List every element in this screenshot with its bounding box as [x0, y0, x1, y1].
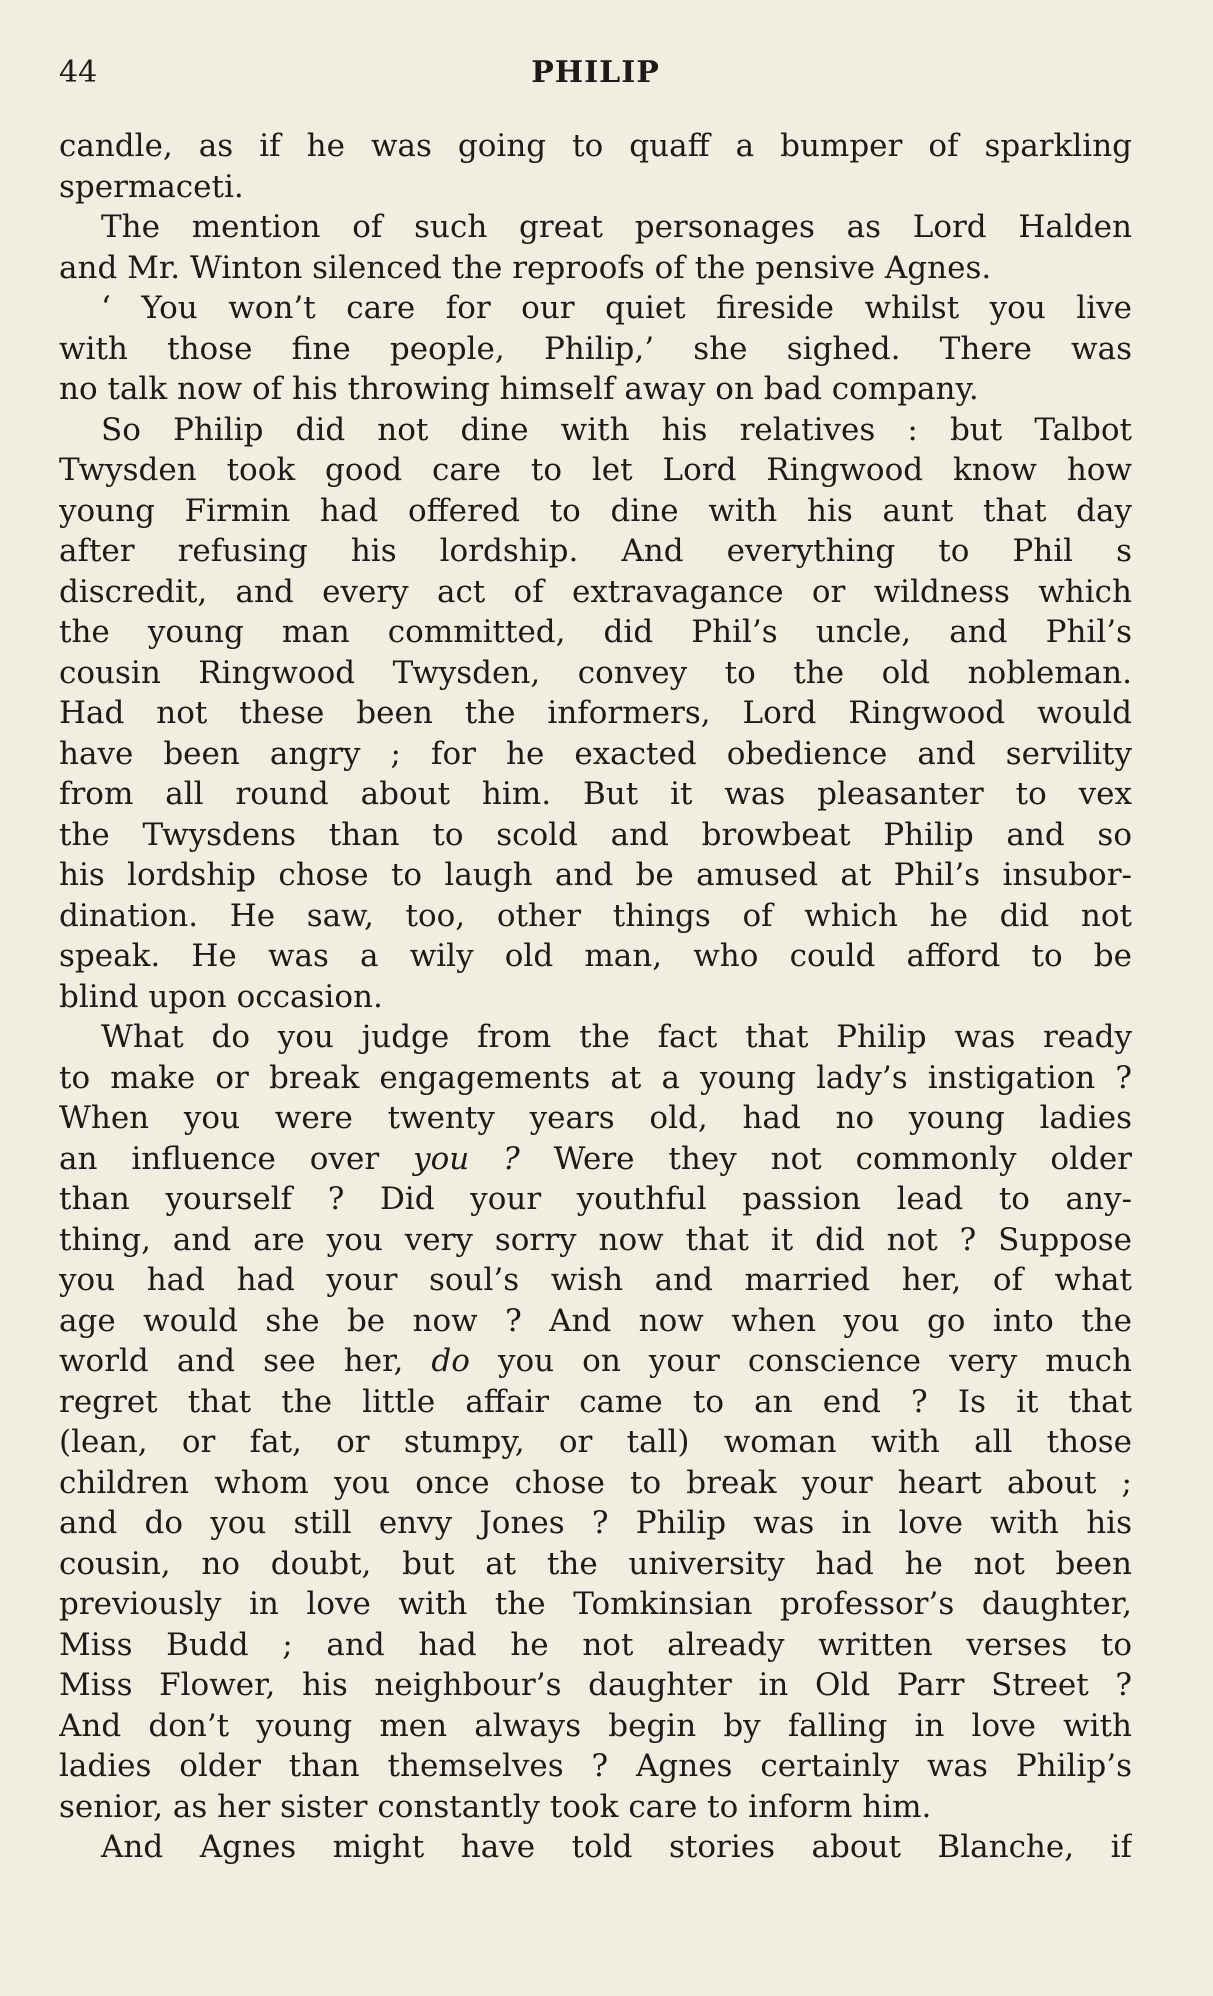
text-line: candle, as if he was going to quaff a bumper of sparkling: [59, 128, 1132, 164]
text-line: age would she be now ? And now when you go into the: [59, 1302, 1132, 1339]
running-head: [59, 50, 1132, 96]
text-line: his lordship chose to laugh and be amused at Phil’s insubor-: [59, 857, 1132, 893]
text-line: have been angry ; for he exacted obedience and servility: [59, 735, 1132, 772]
text-line: What do you judge from the fact that Philip was ready: [101, 1019, 1132, 1055]
text-line: no talk now of his throwing himself away on bad company.: [59, 371, 979, 407]
text-line: And Agnes might have told stories about Blanche, if: [101, 1829, 1132, 1865]
emphasis: do: [431, 1343, 470, 1379]
text-line: thing, and are you very sorry now that it did not ? Suppose: [59, 1221, 1132, 1258]
text-line: (lean, or fat, or stumpy, or tall) woman with all those: [59, 1424, 1132, 1460]
text-line: speak. He was a wily old man, who could afford to be: [59, 938, 1132, 974]
body-text: [59, 126, 1132, 1868]
text-line: with those fine people, Philip,’ she sighed. There was: [59, 330, 1132, 367]
text-line: than yourself ? Did your youthful passion lead to any-: [59, 1181, 1132, 1217]
text-line: When you were twenty years old, had no young ladies: [59, 1100, 1132, 1136]
text-line: [59, 1341, 1132, 1382]
text-line: Miss Budd ; and had he not already written verses to: [59, 1626, 1132, 1663]
text-line: to make or break engagements at a young lady’s instigation ?: [59, 1059, 1132, 1096]
text-line: spermaceti.: [59, 168, 244, 205]
text-line: young Firmin had offered to dine with his aunt that day: [59, 492, 1132, 529]
text-segment: world and see her,: [59, 1343, 432, 1379]
text-line: cousin, no doubt, but at the university had he not been: [59, 1545, 1132, 1582]
text-line: And don’t young men always begin by falling in love with: [59, 1707, 1132, 1744]
text-line: discredit, and every act of extravagance or wildness which: [59, 573, 1132, 610]
text-line: regret that the little affair came to an end ? Is it that: [59, 1383, 1132, 1420]
page-number: 44: [59, 55, 98, 90]
text-line: dination. He saw, too, other things of which he did not: [59, 897, 1132, 934]
text-line: from all round about him. But it was pleasanter to vex: [59, 776, 1132, 812]
text-line: blind upon occasion.: [59, 978, 383, 1015]
text-line: and Mr. Winton silenced the reproofs of the pensive Agnes.: [59, 249, 992, 286]
text-line: senior, as her sister constantly took care to inform him.: [59, 1788, 932, 1825]
text-line: children whom you once chose to break your heart about ;: [59, 1464, 1132, 1501]
text-segment: an influence over: [59, 1140, 414, 1177]
text-segment: Were they not commonly older: [519, 1140, 1132, 1177]
text-line: [59, 1139, 1132, 1180]
text-segment: you on your conscience very much: [469, 1343, 1132, 1379]
text-line: the young man committed, did Phil’s uncle, and Phil’s: [59, 614, 1132, 650]
text-line: So Philip did not dine with his relatives : but Talbot: [101, 411, 1132, 448]
running-title: PHILIP: [531, 55, 660, 90]
text-line: the Twysdens than to scold and browbeat Philip and so: [59, 816, 1132, 853]
text-line: The mention of such great personages as Lord Halden: [101, 209, 1132, 245]
text-line: Had not these been the informers, Lord Ringwood would: [59, 695, 1132, 731]
text-line: after refusing his lordship. And everything to Phil s: [59, 533, 1132, 569]
emphasis: you ?: [413, 1140, 520, 1177]
text-line: ‘ You won’t care for our quiet fireside whilst you live: [101, 290, 1132, 326]
text-line: and do you still envy Jones ? Philip was in love with his: [59, 1505, 1132, 1541]
text-line: Miss Flower, his neighbour’s daughter in Old Parr Street ?: [59, 1667, 1132, 1703]
text-line: cousin Ringwood Twysden, convey to the old nobleman.: [59, 654, 1132, 691]
text-line: Twysden took good care to let Lord Ringwood know how: [59, 452, 1132, 488]
text-line: you had had your soul’s wish and married her, of what: [59, 1262, 1132, 1298]
text-line: previously in love with the Tomkinsian professor’s daughter,: [59, 1586, 1132, 1622]
text-line: ladies older than themselves ? Agnes certainly was Philip’s: [59, 1748, 1132, 1784]
